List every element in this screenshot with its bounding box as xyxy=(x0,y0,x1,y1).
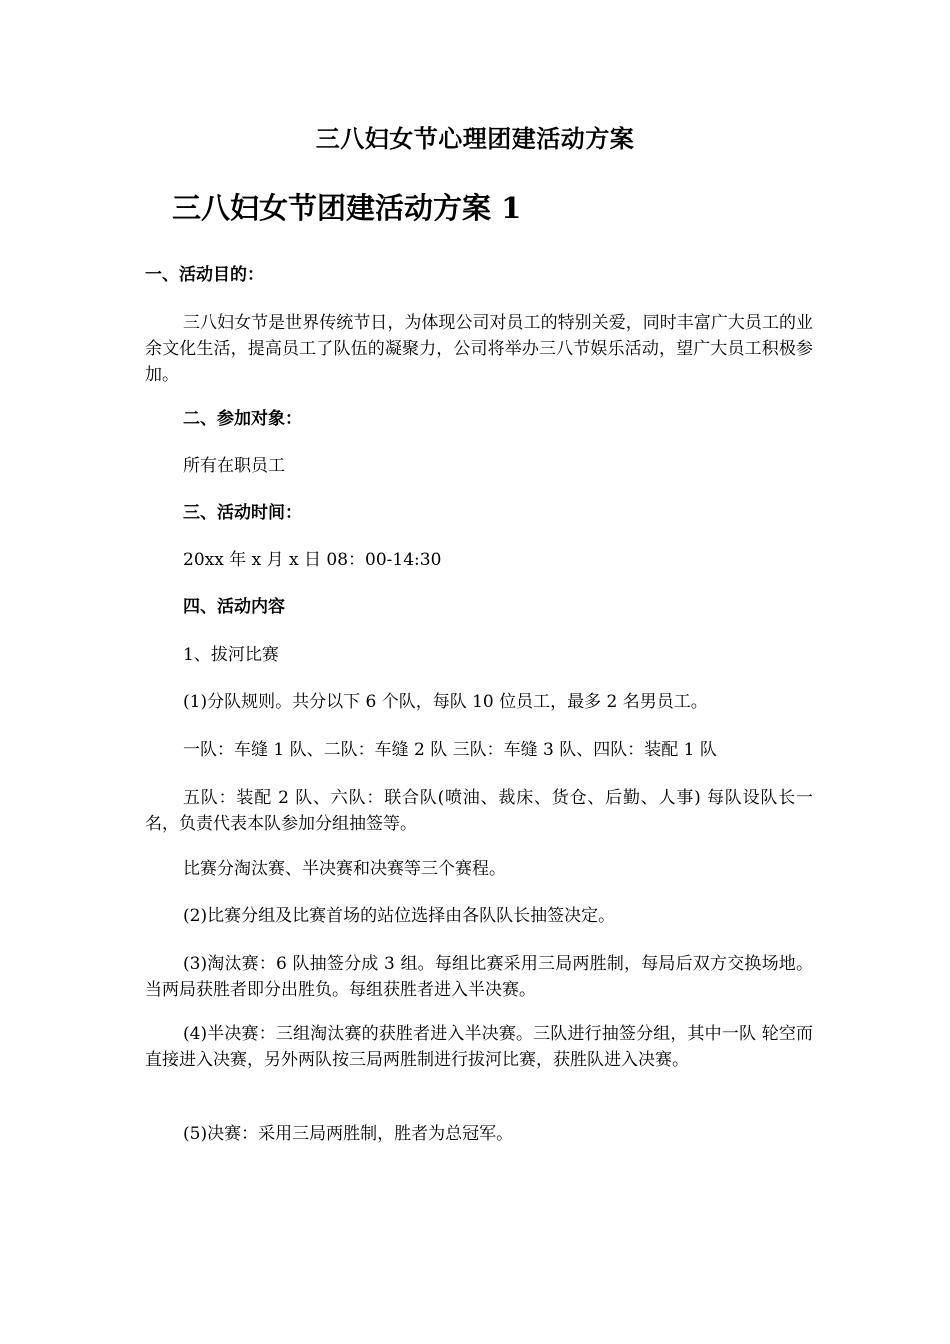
purpose-heading: 一、活动目的： xyxy=(145,265,264,285)
rule-5: (5)决赛：采用三局两胜制，胜者为总冠军。 xyxy=(183,1124,514,1144)
time-text: 20xx 年 x 月 x 日 08：00-14:30 xyxy=(183,550,442,570)
rule-4: (4)半决赛：三组淘汰赛的获胜者进入半决赛。三队进行抽签分组，其中一队 轮空而直接进入决赛，另外两队按三局两胜制进行拔河比赛，获胜队进入决赛。 xyxy=(145,1024,813,1070)
teams-line-2: 五队：装配 2 队、六队：联合队(喷油、裁床、货仓、后勤、人事) 每队设队长一名，负责代表本队参加分组抽签等。 xyxy=(145,788,813,834)
purpose-paragraph: 三八妇女节是世界传统节日，为体现公司对员工的特别关爱，同时丰富广大员工的业余文化生活，提高员工了队伍的凝聚力，公司将举办三八节娱乐活动，望广大员工积极参加。 xyxy=(145,313,813,385)
participants-text: 所有在职员工 xyxy=(183,456,285,476)
document-title: 三八妇女节心理团建活动方案 xyxy=(315,124,635,153)
team-rule: (1)分队规则。共分以下 6 个队，每队 10 位员工，最多 2 名男员工。 xyxy=(183,692,708,712)
item1-title: 1、拔河比赛 xyxy=(183,645,279,665)
plan-subtitle: 三八妇女节团建活动方案 1 xyxy=(172,191,522,225)
rule-3: (3)淘汰赛：6 队抽签分成 3 组。每组比赛采用三局两胜制，每局后双方交换场地。当两局获胜者即分出胜负。每组获胜者进入半决赛。 xyxy=(145,954,813,1000)
time-heading: 三、活动时间： xyxy=(183,503,302,523)
content-heading: 四、活动内容 xyxy=(183,597,285,617)
teams-line-1: 一队：车缝 1 队、二队：车缝 2 队 三队：车缝 3 队、四队：装配 1 队 xyxy=(183,740,717,760)
participants-heading: 二、参加对象： xyxy=(183,409,302,429)
rounds-text: 比赛分淘汰赛、半决赛和决赛等三个赛程。 xyxy=(183,859,506,879)
rule-2: (2)比赛分组及比赛首场的站位选择由各队队长抽签决定。 xyxy=(183,906,616,926)
